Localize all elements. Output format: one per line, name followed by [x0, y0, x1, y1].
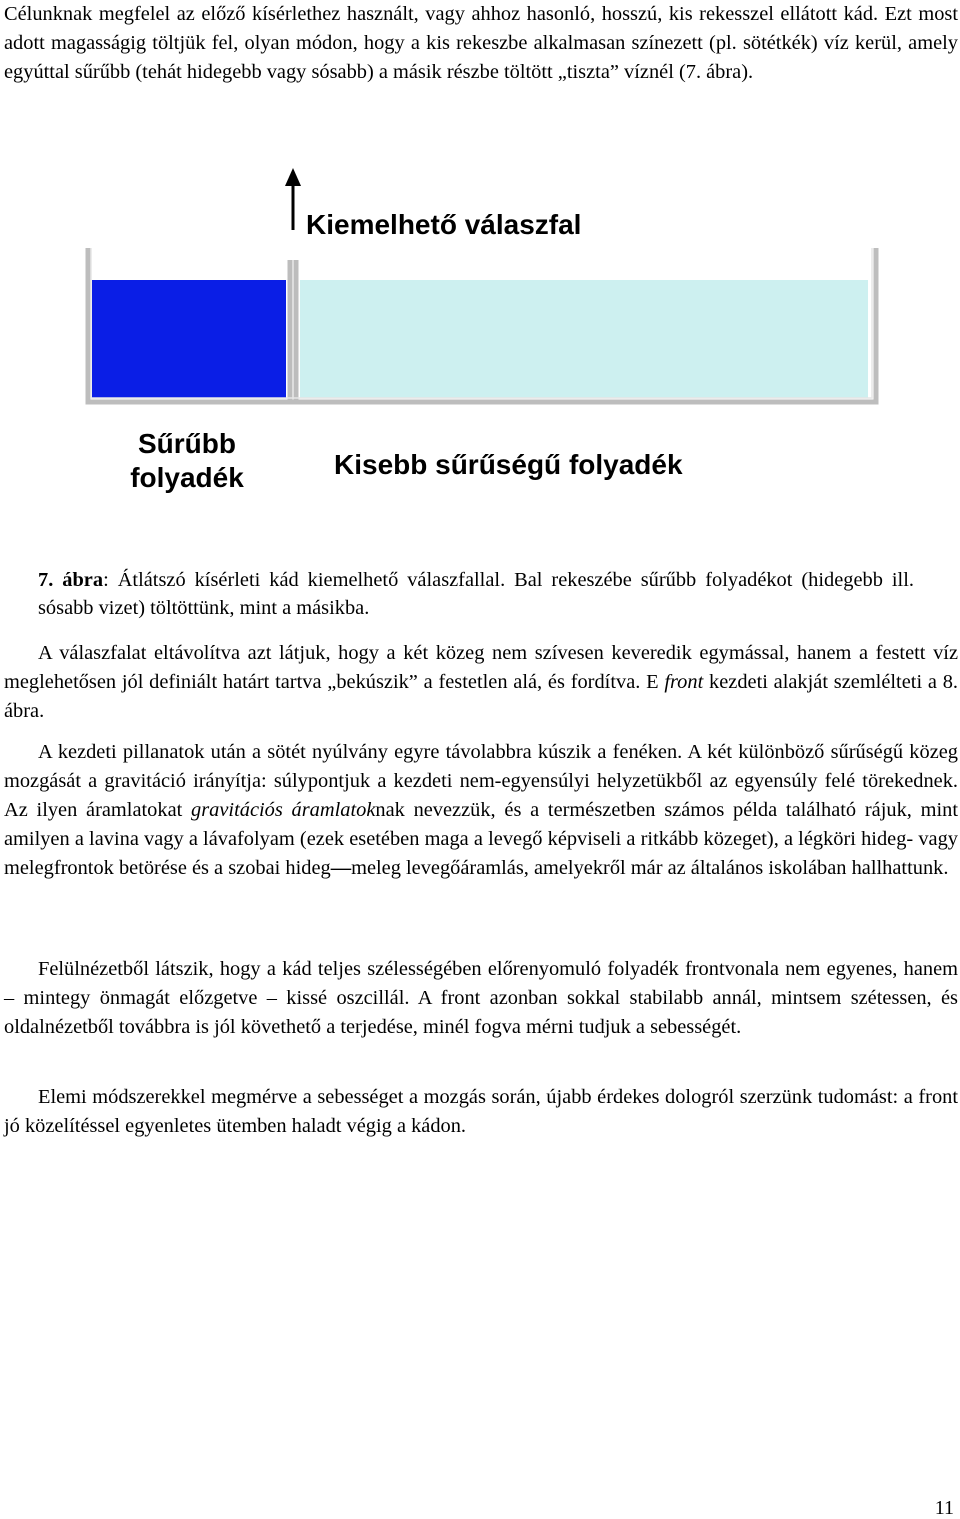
page-number: 11: [934, 1497, 954, 1519]
paragraph-front: [4, 639, 958, 726]
paragraph-gravity-text1: A kezdeti pillanatok után a sötét nyúlvány egyre távolabbra kúszik a fenéken. A két különböző sűrűségű közeg mozgását a gravitáció irányítja: súlypontjuk a kezdeti nem-egyensúlyi helyzetükből az egyensúly felé törekednek. Az ilyen áramlatokat: [4, 741, 958, 821]
paragraph-gravity-text3: meleg levegőáramlás, amelyekről már az általános iskolában hallhattunk.: [351, 857, 949, 879]
paragraph-velocity: Elemi módszerekkel megmérve a sebességet a mozgás során, újabb érdekes dologról szerzünk tudomást: a front jó közelítéssel egyenletes ütemben haladt végig a kádon.: [4, 1086, 958, 1137]
paragraph-gravity-currents: [4, 738, 958, 883]
partition-arrow-head: [285, 168, 301, 186]
light-fluid: [300, 280, 868, 398]
front-term: front: [664, 671, 704, 693]
figure-caption: [38, 566, 914, 622]
dense-fluid-label: [124, 427, 250, 495]
caption-text: : Átlátszó kísérleti kád kiemelhető válaszfallal. Bal rekeszébe sűrűbb folyadékot (hidegebb ill. sósabb vizet) töltöttünk, mint a másikba.: [38, 569, 914, 619]
dense-fluid-label-line2: folyadék: [130, 462, 244, 493]
long-dash: —: [330, 857, 352, 879]
light-fluid-label: Kisebb sűrűségű folyadék: [334, 449, 683, 480]
paragraph-front-text1: A válaszfalat eltávolítva azt látjuk, hogy a két közeg nem szívesen keveredik egymással, hanem a festett víz meglehetősen jól definiált határt tartva „bekúszik” a festetlen alá, és fordítva. E: [4, 642, 958, 693]
caption-number: 7.: [38, 569, 54, 591]
dense-fluid: [92, 280, 286, 398]
gravity-currents-term: gravitációs áramlatok: [191, 799, 376, 821]
dense-fluid-label-line1: Sűrűbb: [138, 428, 236, 459]
caption-ref: ábra: [62, 569, 104, 591]
paragraph-gravity-text2: nak nevezzük, és a természetben számos példa található rájuk, mint amilyen a lavina vagy a lávafolyam (ezek esetében maga a levegő képviseli a ritkább közeget), a légköri hideg- vagy melegfrontok betörése és a szobai hideg: [4, 799, 958, 879]
partition-label: Kiemelhető válaszfal: [306, 209, 582, 240]
paragraph-top-view: Felülnézetből látszik, hogy a kád teljes szélességében előrenyomuló folyadék frontvonala nem egyenes, hanem – mintegy önmagát előzgetve – kissé oszcillál. A front azonban sokkal stabilabb annál, mintsem szétessen, és oldalnézetből továbbra is jól követhető a terjedése, minél fogva mérni tudjuk a sebességét.: [4, 958, 958, 1038]
intro-paragraph: Célunknak megfelel az előző kísérlethez használt, vagy ahhoz hasonló, hosszú, kis rekesszel ellátott kád. Ezt most adott magasságig töltjük fel, olyan módon, hogy a kis rekeszbe alkalmasan színezett (pl. sötétkék) víz kerül, amely egyúttal sűrűbb (tehát hidegebb vagy sósabb) a másik részbe töltött „tiszta” víznél (7. ábra).: [4, 3, 958, 83]
paragraph-front-text2: kezdeti alakját szemlélteti a 8. ábra.: [4, 671, 958, 722]
